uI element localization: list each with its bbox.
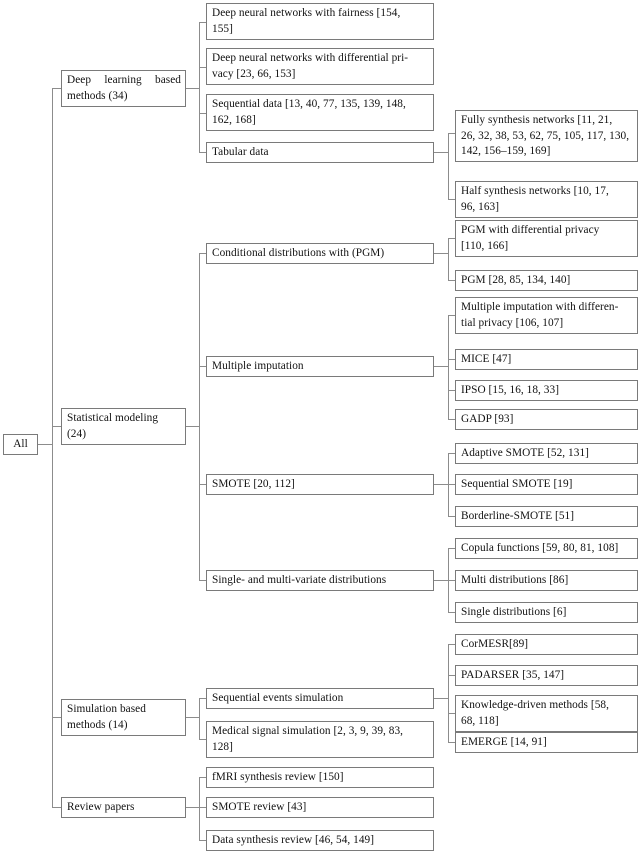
connector-conditional-out bbox=[434, 253, 448, 254]
connector-sequential-events-child-2 bbox=[448, 675, 455, 676]
node-single-distributions[interactable] bbox=[455, 602, 638, 623]
node-mice[interactable] bbox=[455, 349, 638, 370]
connector-distributions-child-1 bbox=[448, 548, 455, 549]
connector-conditional-child-1 bbox=[448, 238, 455, 239]
node-single-multi-variate-distributions[interactable] bbox=[206, 570, 434, 591]
connector-imputation-child-1 bbox=[448, 315, 455, 316]
connector-spine-simulation bbox=[52, 717, 61, 718]
node-copula-functions-label: Copula functions [59, 80, 81, 108] bbox=[461, 542, 619, 555]
node-multiple-imputation-dp-label-line1: Multiple imputation with differen- bbox=[461, 301, 619, 314]
node-sequential-data-label-line2: 162, 168] bbox=[212, 113, 256, 126]
node-pgm-differential-privacy-label-line1: PGM with differential privacy bbox=[461, 224, 600, 237]
node-multiple-imputation-dp-label-line2: tial privacy [106, 107] bbox=[461, 316, 564, 329]
connector-imputation-child-4 bbox=[448, 419, 455, 420]
node-fully-synthesis-networks-label-line3: 142, 156–159, 169] bbox=[461, 145, 551, 158]
node-half-synthesis-networks-label-line1: Half synthesis networks [10, 17, bbox=[461, 185, 609, 198]
node-smote-label: SMOTE [20, 112] bbox=[212, 478, 295, 491]
node-gadp[interactable] bbox=[455, 409, 638, 430]
connector-simulation-out bbox=[186, 717, 199, 718]
connector-review-child-2 bbox=[199, 807, 206, 808]
node-review-papers[interactable] bbox=[61, 797, 186, 818]
connector-statistical-child-4 bbox=[199, 580, 206, 581]
connector-simulation-child-1 bbox=[199, 698, 206, 699]
node-cormesr[interactable] bbox=[455, 634, 638, 655]
node-fmri-synthesis-review-label: fMRI synthesis review [150] bbox=[212, 771, 344, 784]
node-emerge-label: EMERGE [14, 91] bbox=[461, 736, 547, 749]
node-dnn-differential-privacy-label-line2: vacy [23, 66, 153] bbox=[212, 67, 296, 80]
node-padarser-label: PADARSER [35, 147] bbox=[461, 669, 565, 682]
connector-spine-deep-learning bbox=[52, 88, 61, 89]
node-sequential-smote-label: Sequential SMOTE [19] bbox=[461, 478, 573, 491]
connector-sequential-events-child-1 bbox=[448, 644, 455, 645]
node-all[interactable] bbox=[3, 434, 38, 455]
node-borderline-smote[interactable] bbox=[455, 506, 638, 527]
node-tabular-data-label: Tabular data bbox=[212, 146, 269, 159]
node-borderline-smote-label: Borderline-SMOTE [51] bbox=[461, 510, 575, 523]
connector-conditional-spine bbox=[448, 238, 449, 280]
connector-root-out bbox=[38, 444, 52, 445]
node-half-synthesis-networks[interactable] bbox=[455, 181, 638, 218]
node-pgm[interactable] bbox=[455, 270, 638, 291]
node-all-label: All bbox=[13, 438, 28, 451]
connector-tabular-spine bbox=[448, 133, 449, 199]
node-conditional-distributions-pgm[interactable] bbox=[206, 243, 434, 264]
node-ipso-label: IPSO [15, 16, 18, 33] bbox=[461, 384, 560, 397]
connector-conditional-child-2 bbox=[448, 280, 455, 281]
node-medical-signal-simulation-label-line1: Medical signal simulation [2, 3, 9, 39, 83, bbox=[212, 725, 404, 738]
connector-statistical-child-1 bbox=[199, 253, 206, 254]
connector-imputation-child-3 bbox=[448, 390, 455, 391]
node-smote-review[interactable] bbox=[206, 797, 434, 818]
connector-imputation-out bbox=[434, 366, 448, 367]
node-smote-review-label: SMOTE review [43] bbox=[212, 801, 307, 814]
connector-statistical-out bbox=[186, 426, 199, 427]
node-dnn-fairness[interactable] bbox=[206, 3, 434, 40]
node-fmri-synthesis-review[interactable] bbox=[206, 767, 434, 788]
node-simulation-methods-label-line1: Simulation based bbox=[67, 703, 146, 716]
node-sequential-data-label-line1: Sequential data [13, 40, 77, 135, 139, 148, bbox=[212, 98, 406, 111]
node-dnn-fairness-label-line2: 155] bbox=[212, 22, 233, 35]
connector-sequential-events-child-4 bbox=[448, 742, 455, 743]
node-sequential-events-simulation[interactable] bbox=[206, 688, 434, 709]
node-fully-synthesis-networks-label-line1: Fully synthesis networks [11, 21, bbox=[461, 114, 613, 127]
node-dnn-differential-privacy-label-line1: Deep neural networks with differential pri- bbox=[212, 52, 409, 65]
node-multiple-imputation[interactable] bbox=[206, 356, 434, 377]
node-data-synthesis-review[interactable] bbox=[206, 830, 434, 851]
connector-distributions-child-2 bbox=[448, 580, 455, 581]
connector-deep-learning-out bbox=[186, 88, 199, 89]
connector-review-spine bbox=[199, 777, 200, 840]
node-medical-signal-simulation-label-line2: 128] bbox=[212, 740, 233, 753]
connector-deep-learning-child-1 bbox=[199, 22, 206, 23]
connector-deep-learning-spine bbox=[199, 22, 200, 152]
connector-tabular-out bbox=[434, 152, 448, 153]
node-adaptive-smote-label: Adaptive SMOTE [52, 131] bbox=[461, 447, 589, 460]
node-emerge[interactable] bbox=[455, 732, 638, 753]
connector-statistical-child-2 bbox=[199, 366, 206, 367]
connector-sequential-events-spine bbox=[448, 644, 449, 742]
node-data-synthesis-review-label: Data synthesis review [46, 54, 149] bbox=[212, 834, 375, 847]
node-simulation-methods-label-line2: methods (14) bbox=[67, 718, 128, 731]
node-padarser[interactable] bbox=[455, 665, 638, 686]
node-knowledge-driven-methods[interactable] bbox=[455, 695, 638, 732]
node-knowledge-driven-methods-label-line2: 68, 118] bbox=[461, 714, 499, 727]
node-conditional-distributions-pgm-label: Conditional distributions with (PGM) bbox=[212, 247, 385, 260]
node-ipso[interactable] bbox=[455, 380, 638, 401]
connector-deep-learning-child-2 bbox=[199, 67, 206, 68]
connector-simulation-child-2 bbox=[199, 739, 206, 740]
node-statistical-modeling-label-line2: (24) bbox=[67, 427, 87, 440]
node-deep-learning-methods[interactable] bbox=[61, 70, 186, 107]
connector-sequential-events-out bbox=[434, 698, 448, 699]
connector-smote-child-3 bbox=[448, 516, 455, 517]
connector-review-child-1 bbox=[199, 777, 206, 778]
node-dnn-differential-privacy[interactable] bbox=[206, 48, 434, 85]
connector-spine-review bbox=[52, 807, 61, 808]
node-multi-distributions-label: Multi distributions [86] bbox=[461, 574, 569, 587]
connector-imputation-child-2 bbox=[448, 359, 455, 360]
connector-statistical-spine bbox=[199, 253, 200, 580]
connector-distributions-out bbox=[434, 580, 448, 581]
connector-tabular-child-2 bbox=[448, 199, 455, 200]
connector-review-out bbox=[186, 807, 199, 808]
node-deep-learning-methods-label: Deep learning based methods (34) bbox=[67, 74, 181, 102]
connector-statistical-child-3 bbox=[199, 484, 206, 485]
node-simulation-methods[interactable] bbox=[61, 699, 186, 736]
connector-review-child-3 bbox=[199, 840, 206, 841]
node-sequential-smote[interactable] bbox=[455, 474, 638, 495]
node-mice-label: MICE [47] bbox=[461, 353, 512, 366]
connector-spine-statistical bbox=[52, 426, 61, 427]
node-tabular-data[interactable] bbox=[206, 142, 434, 163]
node-half-synthesis-networks-label-line2: 96, 163] bbox=[461, 200, 500, 213]
node-sequential-data[interactable] bbox=[206, 94, 434, 131]
node-statistical-modeling-label-line1: Statistical modeling bbox=[67, 412, 159, 425]
node-knowledge-driven-methods-label-line1: Knowledge-driven methods [58, bbox=[461, 699, 609, 712]
node-cormesr-label: CorMESR[89] bbox=[461, 638, 529, 651]
connector-sequential-events-child-3 bbox=[448, 713, 455, 714]
connector-deep-learning-child-4 bbox=[199, 152, 206, 153]
node-pgm-differential-privacy-label-line2: [110, 166] bbox=[461, 239, 509, 252]
node-medical-signal-simulation[interactable] bbox=[206, 721, 434, 758]
node-multi-distributions[interactable] bbox=[455, 570, 638, 591]
node-dnn-fairness-label-line1: Deep neural networks with fairness [154, bbox=[212, 7, 401, 20]
node-fully-synthesis-networks[interactable] bbox=[455, 110, 638, 162]
connector-imputation-spine bbox=[448, 315, 449, 419]
node-smote[interactable] bbox=[206, 474, 434, 495]
connector-smote-child-1 bbox=[448, 453, 455, 454]
node-single-distributions-label: Single distributions [6] bbox=[461, 606, 567, 619]
connector-smote-child-2 bbox=[448, 484, 455, 485]
node-gadp-label: GADP [93] bbox=[461, 413, 514, 426]
node-single-multi-variate-distributions-label: Single- and multi-variate distributions bbox=[212, 574, 387, 587]
node-copula-functions[interactable] bbox=[455, 538, 638, 559]
node-review-papers-label: Review papers bbox=[67, 801, 135, 814]
node-pgm-differential-privacy[interactable] bbox=[455, 220, 638, 257]
connector-level1-spine bbox=[52, 88, 53, 807]
node-statistical-modeling[interactable] bbox=[61, 408, 186, 445]
connector-tabular-child-1 bbox=[448, 133, 455, 134]
node-multiple-imputation-label: Multiple imputation bbox=[212, 360, 304, 373]
connector-smote-out bbox=[434, 484, 448, 485]
connector-deep-learning-child-3 bbox=[199, 113, 206, 114]
node-sequential-events-simulation-label: Sequential events simulation bbox=[212, 692, 344, 705]
node-multiple-imputation-dp[interactable] bbox=[455, 297, 638, 334]
connector-simulation-spine bbox=[199, 698, 200, 739]
node-adaptive-smote[interactable] bbox=[455, 443, 638, 464]
node-fully-synthesis-networks-label-line2: 26, 32, 38, 53, 62, 75, 105, 117, 130, bbox=[461, 129, 630, 142]
node-pgm-label: PGM [28, 85, 134, 140] bbox=[461, 274, 571, 287]
connector-distributions-child-3 bbox=[448, 612, 455, 613]
